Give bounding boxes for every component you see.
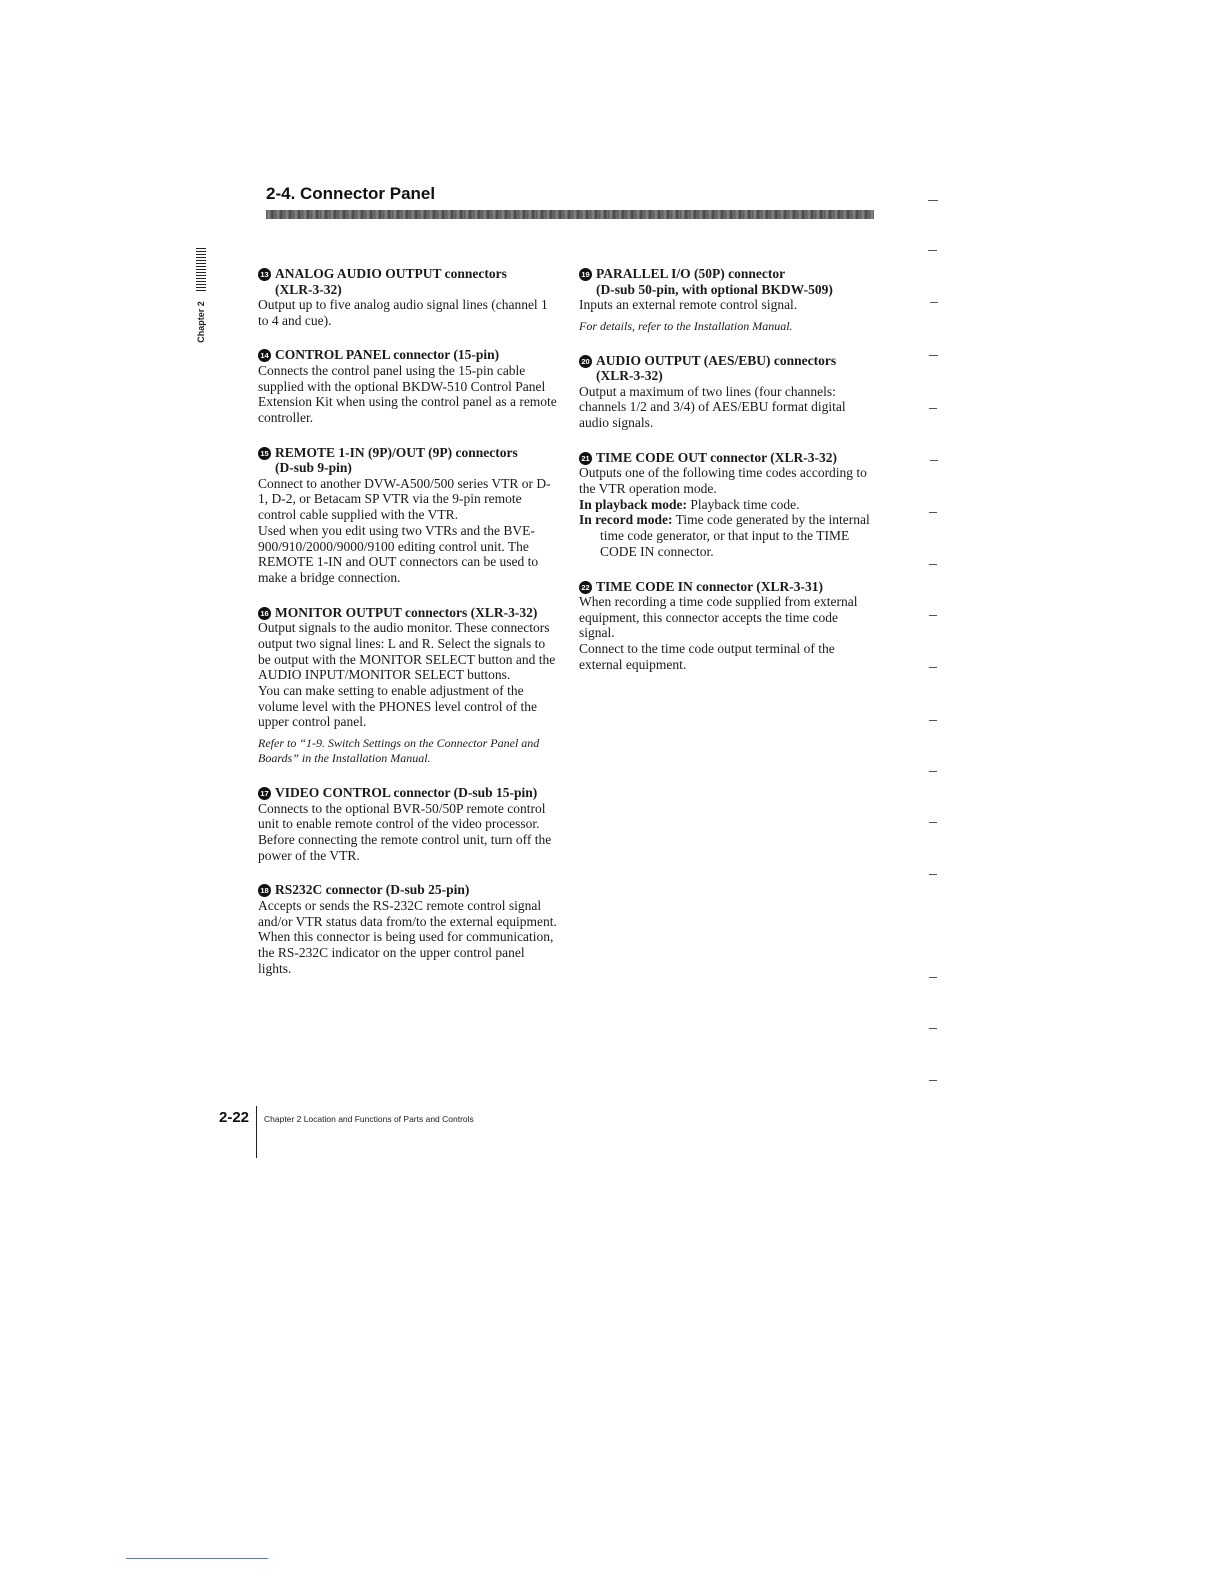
entry-heading-text: CONTROL PANEL connector (15-pin) (275, 347, 500, 363)
entry-heading (258, 882, 558, 898)
entry-reference-note: Refer to “1-9. Switch Settings on the Connector Panel and Boards” in the Installation Manual. (258, 736, 540, 766)
entry-heading-text: MONITOR OUTPUT connectors (XLR-3-32) (275, 604, 538, 620)
title-rule-bar (266, 210, 874, 219)
footer-divider (256, 1106, 257, 1158)
entry-paragraph: Accepts or sends the RS-232C remote control signal and/or VTR status data from/to the external equipment. When this connector is being used for communication, the RS-232C indicator on the upper control panel lights. (258, 897, 557, 976)
scan-edge-mark (929, 771, 937, 772)
connector-entry (579, 266, 871, 334)
entry-number-badge: 19 (579, 268, 592, 281)
connector-entry (258, 882, 558, 976)
scan-edge-mark (929, 355, 938, 356)
entry-heading (258, 445, 558, 476)
connector-entry (258, 605, 558, 766)
connector-entry (258, 347, 558, 425)
connector-entry (258, 266, 558, 328)
left-column (258, 266, 558, 995)
connector-entry (579, 579, 871, 673)
entry-number-badge: 21 (579, 452, 592, 465)
entry-paragraph: Connect to another DVW-A500/500 series VTR or D-1, D-2, or Betacam SP VTR via the 9-pin remote control cable supplied with the VTR. (258, 475, 551, 523)
scan-edge-mark (930, 302, 938, 303)
entry-number-badge: 15 (258, 447, 271, 460)
entry-heading (258, 605, 558, 621)
scan-edge-mark (929, 720, 937, 721)
entry-heading-text: VIDEO CONTROL connector (D-sub 15-pin) (275, 785, 538, 801)
entry-paragraph: Before connecting the remote control unit, turn off the power of the VTR. (258, 831, 552, 863)
entry-number-badge: 18 (258, 884, 271, 897)
entry-heading-text: PARALLEL I/O (50P) connector (596, 266, 786, 281)
scan-edge-mark (929, 977, 937, 978)
right-column (579, 266, 871, 692)
entry-heading-continuation: (XLR-3-32) (596, 368, 663, 384)
entry-paragraph: Output up to five analog audio signal lines (channel 1 to 4 and cue). (258, 297, 548, 328)
connector-entry (579, 450, 871, 560)
entry-heading-text: TIME CODE OUT connector (XLR-3-32) (596, 449, 837, 465)
entry-number-badge: 20 (579, 355, 592, 368)
entry-heading-text: REMOTE 1-IN (9P)/OUT (9P) connectors (275, 444, 518, 460)
scan-edge-mark (929, 564, 937, 565)
chapter-side-tab-label: Chapter 2 (195, 301, 206, 343)
entry-heading (258, 785, 558, 801)
entry-paragraph: Connects the control panel using the 15-pin cable supplied with the optional BKDW-510 Control Panel Extension Kit when using the control panel as a remote controller. (258, 362, 557, 426)
entry-paragraph: Output a maximum of two lines (four channels: channels 1/2 and 3/4) of AES/EBU format digital audio signals. (579, 383, 846, 431)
entry-heading (579, 266, 871, 297)
scan-edge-mark (928, 250, 937, 251)
entry-heading-continuation: (D-sub 50-pin, with optional BKDW-509) (596, 281, 833, 297)
mode-line (579, 512, 871, 559)
entry-heading (258, 347, 558, 363)
scan-edge-mark (929, 512, 937, 513)
scan-edge-mark (929, 408, 937, 409)
entry-heading (579, 579, 871, 595)
mode-line (579, 497, 871, 513)
scan-edge-mark (930, 460, 938, 461)
connector-entry (258, 785, 558, 863)
entry-heading (258, 266, 558, 297)
scan-edge-mark (929, 822, 937, 823)
chapter-thumb-index-marker (196, 248, 206, 292)
mode-label: In record mode: (579, 512, 673, 528)
entry-heading-text: AUDIO OUTPUT (AES/EBU) connectors (596, 352, 837, 368)
entry-paragraph: Connect to the time code output terminal of the external equipment. (579, 641, 835, 672)
connector-entry (258, 445, 558, 586)
entry-heading-continuation: (XLR-3-32) (275, 281, 342, 297)
section-title: 2-4. Connector Panel (266, 184, 436, 203)
mode-text: Time code generated by the internal time code generator, or that input to the TIME CODE IN connector. (600, 512, 870, 559)
entry-heading (579, 450, 871, 466)
footer-chapter-title: Chapter 2 Location and Functions of Parts and Controls (264, 1114, 474, 1124)
scan-edge-mark (929, 874, 937, 875)
entry-heading-text: ANALOG AUDIO OUTPUT connectors (275, 266, 507, 281)
entry-number-badge: 14 (258, 349, 271, 362)
scan-edge-mark (929, 615, 937, 616)
entry-number-badge: 16 (258, 607, 271, 620)
entry-paragraph: Outputs one of the following time codes according to the VTR operation mode. (579, 465, 867, 497)
scan-edge-mark (929, 1028, 937, 1029)
entry-heading-continuation: (D-sub 9-pin) (275, 460, 352, 476)
entry-reference-note: For details, refer to the Installation Manual. (579, 318, 793, 333)
scan-edge-mark (929, 667, 937, 668)
entry-number-badge: 17 (258, 787, 271, 800)
entry-heading (579, 353, 871, 384)
entry-heading-text: TIME CODE IN connector (XLR-3-31) (596, 578, 823, 594)
scan-edge-mark (928, 200, 938, 201)
chapter-side-tab (174, 300, 228, 344)
entry-heading-text: RS232C connector (D-sub 25-pin) (275, 882, 470, 898)
connector-entry (579, 353, 871, 431)
entry-number-badge: 13 (258, 268, 271, 281)
mode-text: Playback time code. (690, 496, 800, 512)
entry-paragraph: Connects to the optional BVR-50/50P remote control unit to enable remote control of the video processor. (258, 800, 546, 832)
entry-paragraph: You can make setting to enable adjustment of the volume level with the PHONES level control of the upper control panel. (258, 682, 537, 730)
mode-label: In playback mode: (579, 496, 688, 512)
entry-paragraph: When recording a time code supplied from external equipment, this connector accepts the time code signal. (579, 594, 858, 641)
entry-paragraph: Used when you edit using two VTRs and the BVE-900/910/2000/9000/9100 editing control unit. The REMOTE 1-IN and OUT connectors can be used to make a bridge connection. (258, 522, 539, 585)
entry-paragraph: Inputs an external remote control signal. (579, 297, 798, 312)
entry-paragraph: Output signals to the audio monitor. These connectors output two signal lines: L and R. Select the signals to be output with the MONITOR SELECT button and the AUDIO INPUT/MONITOR SELECT buttons. (258, 620, 556, 683)
page-number: 2-22 (219, 1109, 250, 1126)
bottom-blue-rule (126, 1558, 268, 1559)
entry-number-badge: 22 (579, 581, 592, 594)
scan-edge-mark (929, 1080, 937, 1081)
